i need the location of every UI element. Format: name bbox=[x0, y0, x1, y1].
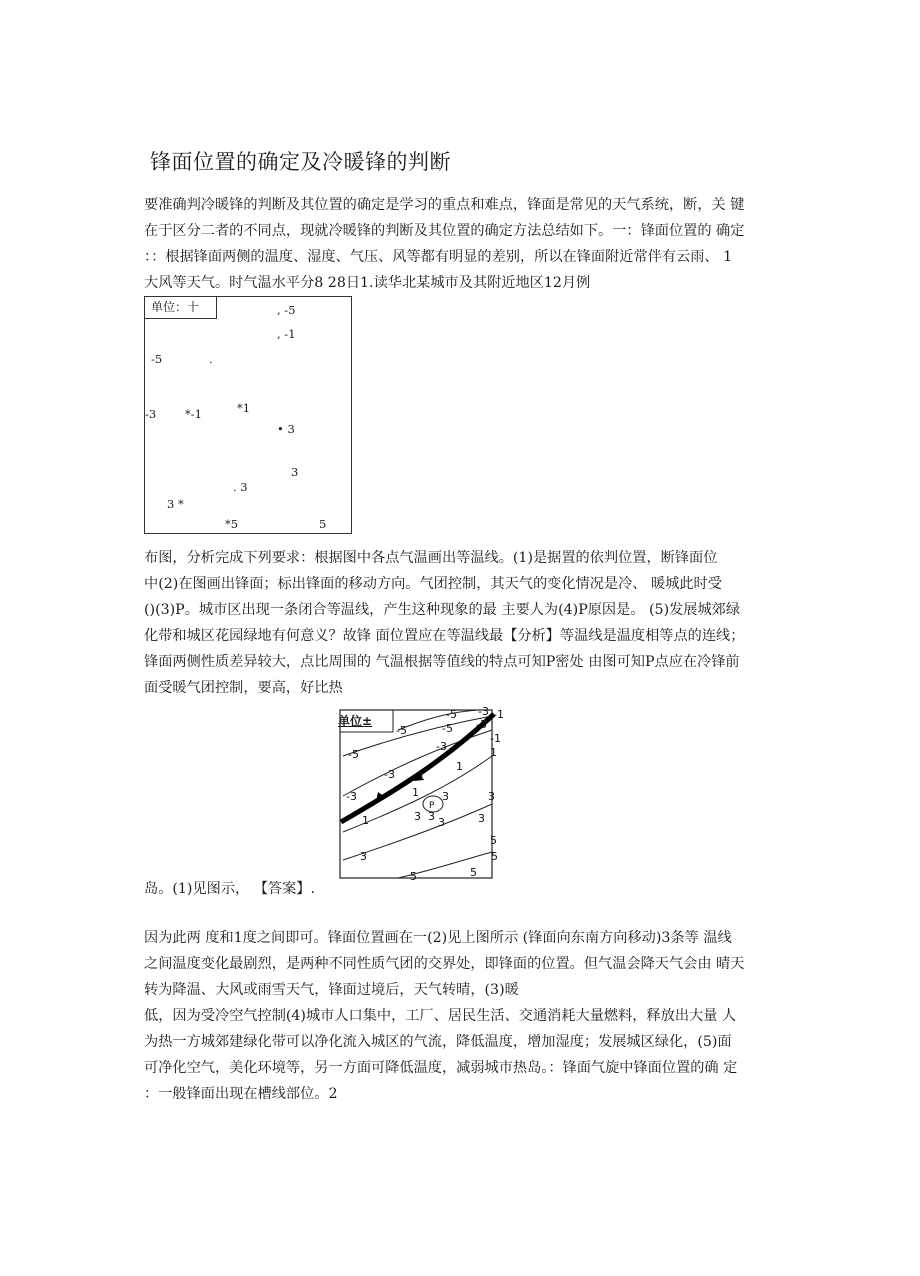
isotherm-drawing bbox=[338, 705, 504, 883]
text-line: 可净化空气，美化环境等，另一方面可降低温度，减弱城市热岛。：锋面气旋中锋面位置的确 定 bbox=[144, 1060, 738, 1076]
text-line: 转为降温、大风或雨雪天气，锋面过境后，天气转晴，(3)暖 bbox=[144, 982, 519, 998]
text-line: 因为此两 度和1度之间即可。锋面位置画在一(2)见上图所示 (锋面向东南方向移动)3条等 温线 bbox=[144, 930, 732, 946]
temperature-station-map bbox=[144, 296, 352, 534]
map-unit-label: 单位：十 bbox=[145, 297, 217, 319]
isotherm-label: 1 bbox=[412, 786, 419, 799]
isotherm-label: 5 bbox=[491, 850, 498, 863]
text-line: 为热一方城郊建绿化带可以净化流入城区的气流，降低温度，增加湿度；发展城区绿化，(5)面 bbox=[144, 1034, 732, 1050]
intro-paragraph bbox=[144, 192, 784, 296]
isotherm-label: 1 bbox=[490, 746, 497, 759]
isotherm-label: -5 bbox=[446, 708, 457, 721]
isotherm-label: -3 bbox=[476, 718, 487, 731]
isotherm-label: 1 bbox=[456, 760, 463, 773]
text-line: ：：根据锋面两侧的温度、湿度、气压、风等都有明显的差别，所以在锋面附近常伴有云雨、 1 bbox=[144, 249, 733, 265]
map-point-label: , -5 bbox=[277, 303, 296, 317]
map-point-label: . bbox=[209, 352, 213, 366]
text-line: 之间温度变化最剧烈，是两种不同性质气团的交界处，即锋面的位置。但气温会降天气会由 晴天 bbox=[144, 956, 745, 972]
question-paragraph bbox=[144, 545, 784, 701]
map-point-label: -3 bbox=[145, 407, 157, 421]
text-line: 布图，分析完成下列要求：根据图中各点气温画出等温线。(1)是据置的依判位置，断锋面位 bbox=[144, 550, 718, 566]
map-point-label: *-1 bbox=[185, 407, 202, 421]
answer-paragraph bbox=[144, 925, 784, 1107]
map-point-label: , -1 bbox=[277, 327, 296, 341]
isotherm-label: -3 bbox=[384, 768, 395, 781]
text-line: 中(2)在图画出锋面；标出锋面的移动方向。气团控制，其天气的变化情况是冷、 暖城此时受 bbox=[144, 576, 722, 592]
isotherm-label: 5 bbox=[490, 834, 497, 847]
map-point-label: *5 bbox=[225, 517, 239, 531]
text-line: 大风等天气。时气温水平分8 28日1.读华北某城市及其附近地区12月例 bbox=[144, 275, 591, 291]
isotherm-label: 1 bbox=[362, 814, 369, 827]
isotherm-label: -5 bbox=[396, 724, 407, 737]
isotherm-label: -5 bbox=[442, 722, 453, 735]
map-point-label: . 3 bbox=[233, 480, 248, 494]
isotherm-label: 3 bbox=[414, 810, 421, 823]
isotherm-label: 5 bbox=[470, 866, 477, 879]
map-point-label: 5 bbox=[319, 517, 327, 531]
isotherm-label: -3 bbox=[346, 790, 357, 803]
text-line: 锋面两侧性质差异较大，点比周围的 气温根据等值线的特点可知P密处 由图可知P点应在冷锋前 bbox=[144, 654, 740, 670]
isotherm-label: P bbox=[429, 801, 435, 811]
map-point-label: *1 bbox=[237, 401, 251, 415]
isotherm-label: -1 bbox=[493, 708, 504, 721]
text-line: 在于区分二者的不同点，现就冷暖锋的判断及其位置的确定方法总结如下。一：锋面位置的 确定 bbox=[144, 223, 745, 239]
map-unit-label: 单位± bbox=[338, 714, 373, 728]
isotherm-label: 3 bbox=[360, 850, 367, 863]
isotherm-label: -3 bbox=[436, 740, 447, 753]
isotherm-label: -3 bbox=[478, 705, 489, 718]
text-line: 低，因为受冷空气控制(4)城市人口集中，工厂、居民生活、交通消耗大量燃料，释放出大量 人 bbox=[144, 1008, 737, 1024]
text-line: 化带和城区花园绿地有何意义？故锋 面位置应在等温线最【分析】等温线是温度相等点的连线； bbox=[144, 628, 745, 644]
answer-line: 岛。(1)见图示， 【答案】. bbox=[144, 881, 315, 897]
isotherm-label: -1 bbox=[490, 732, 501, 745]
isotherm-label: 1 bbox=[418, 770, 425, 783]
map-point-label: -5 bbox=[151, 352, 163, 366]
isotherm-label: -5 bbox=[348, 748, 359, 761]
isotherm-answer-map bbox=[338, 705, 504, 883]
isotherm-label: 3 bbox=[442, 790, 449, 803]
text-line: 要准确判冷暖锋的判断及其位置的确定是学习的重点和难点，锋面是常见的天气系统，断，关 键 bbox=[144, 197, 745, 213]
isotherm-label: 3 bbox=[438, 816, 445, 829]
isotherm-label: 5 bbox=[410, 870, 417, 883]
isotherm-label: 3 bbox=[488, 790, 495, 803]
text-line: ：一般锋面出现在槽线部位。2 bbox=[144, 1086, 338, 1102]
map-point-label: 3 * bbox=[167, 497, 184, 511]
page-title: 锋面位置的确定及冷暖锋的判断 bbox=[150, 150, 451, 174]
map-point-label: • 3 bbox=[277, 422, 295, 436]
isotherm-label: 3 bbox=[478, 812, 485, 825]
map-point-label: 3 bbox=[291, 465, 299, 479]
isotherm-label: 3 bbox=[428, 810, 435, 823]
text-line: 面受暖气团控制，要高，好比热 bbox=[144, 680, 343, 696]
text-line: ()(3)P。城市区出现一条闭合等温线，产生这种现象的最 主要人为(4)P原因是。 (5)发展城郊绿 bbox=[144, 602, 741, 618]
